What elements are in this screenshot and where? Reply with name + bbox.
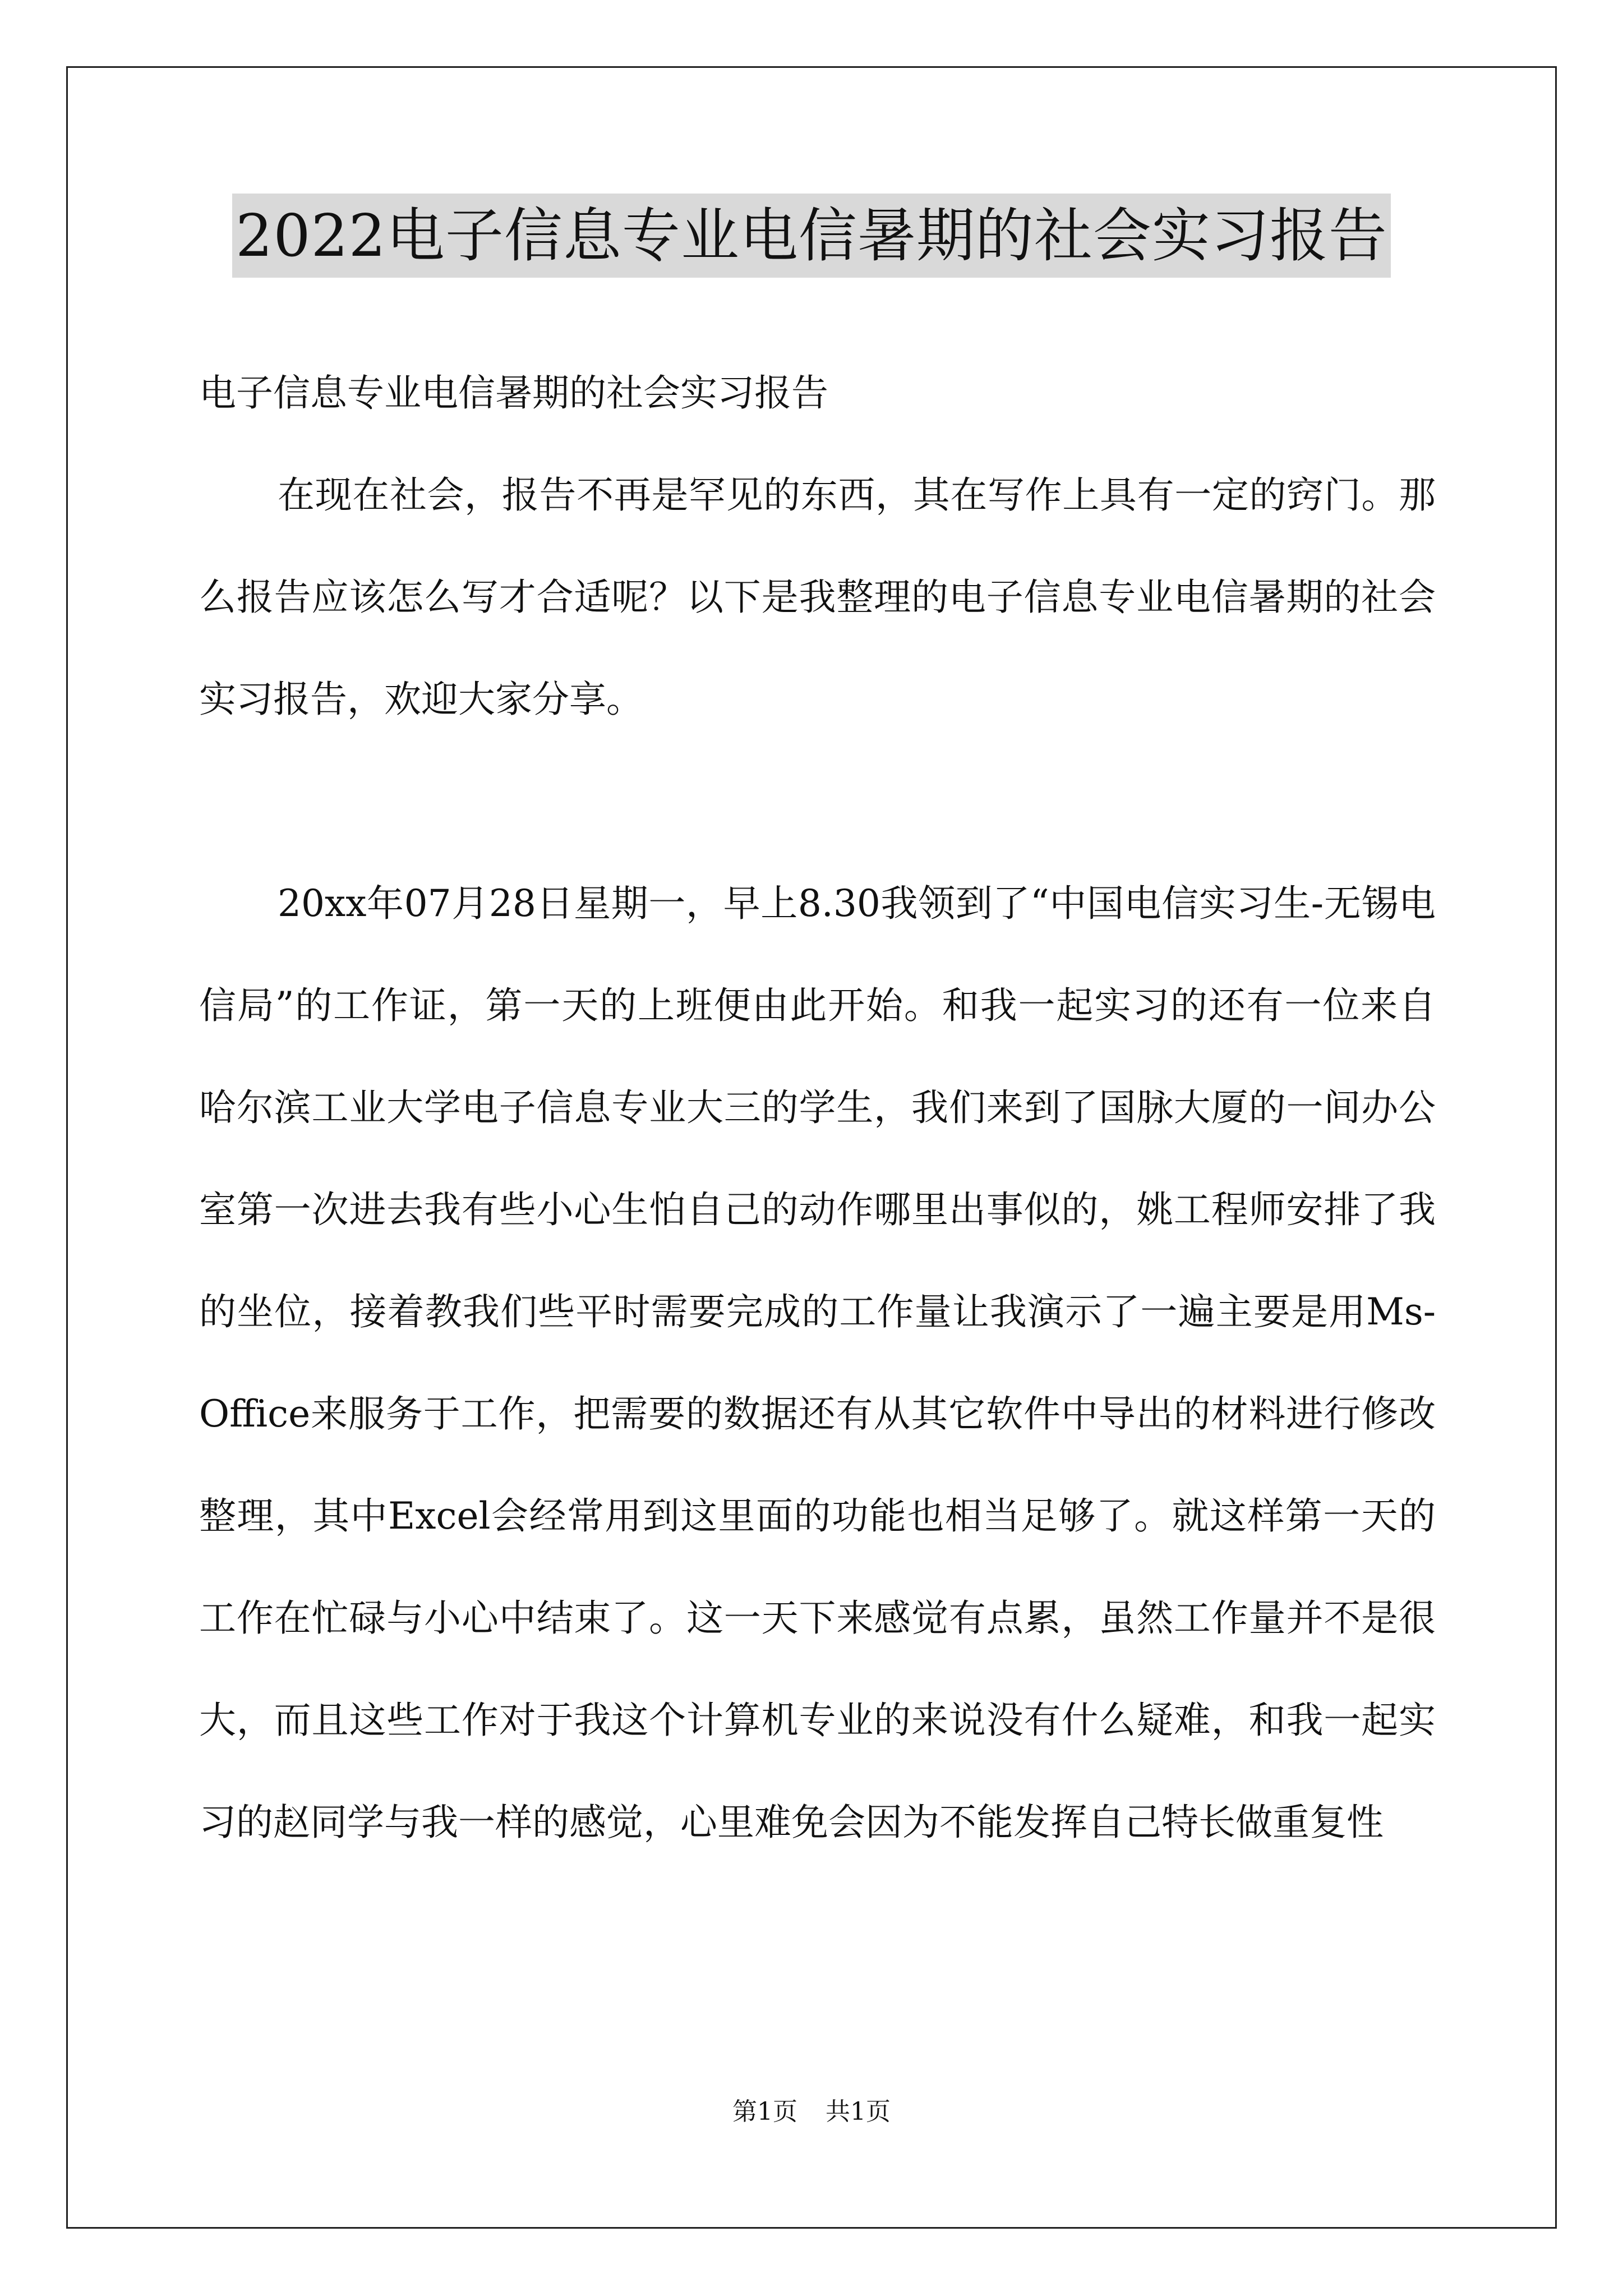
document-title: 2022电子信息专业电信暑期的社会实习报告 <box>232 194 1391 278</box>
document-body <box>199 342 1436 1874</box>
paragraph-spacer <box>199 751 1436 853</box>
title-container <box>0 194 1623 278</box>
page-footer <box>0 2095 1623 2129</box>
page-number-current: 第1页 <box>732 2097 797 2126</box>
page-number-total: 共1页 <box>826 2097 891 2126</box>
body-paragraph: 20xx年07月28日星期一，早上8.30我领到了“中国电信实习生-无锡电信局”的工作证，第一天的上班便由此开始。和我一起实习的还有一位来自哈尔滨工业大学电子信息专业大三的学生，我们来到了国脉大厦的一间办公室第一次进去我有些小心生怕自己的动作哪里出事似的，姚工程师安排了我的坐位，接着教我们些平时需要完成的工作量让我演示了一遍主要是用Ms-Office来服务于工作，把需要的数据还有从其它软件中导出的材料进行修改整理，其中Excel会经常用到这里面的功能也相当足够了。就这样第一天的工作在忙碌与小心中结束了。这一天下来感觉有点累，虽然工作量并不是很大，而且这些工作对于我这个计算机专业的来说没有什么疑难，和我一起实习的赵同学与我一样的感觉，心里难免会因为不能发挥自己特长做重复性 <box>199 882 1436 1844</box>
intro-paragraph: 在现在社会，报告不再是罕见的东西，其在写作上具有一定的窍门。那么报告应该怎么写才合适呢？以下是我整理的电子信息专业电信暑期的社会实习报告，欢迎大家分享。 <box>199 473 1436 721</box>
document-subtitle: 电子信息专业电信暑期的社会实习报告 <box>199 371 828 415</box>
